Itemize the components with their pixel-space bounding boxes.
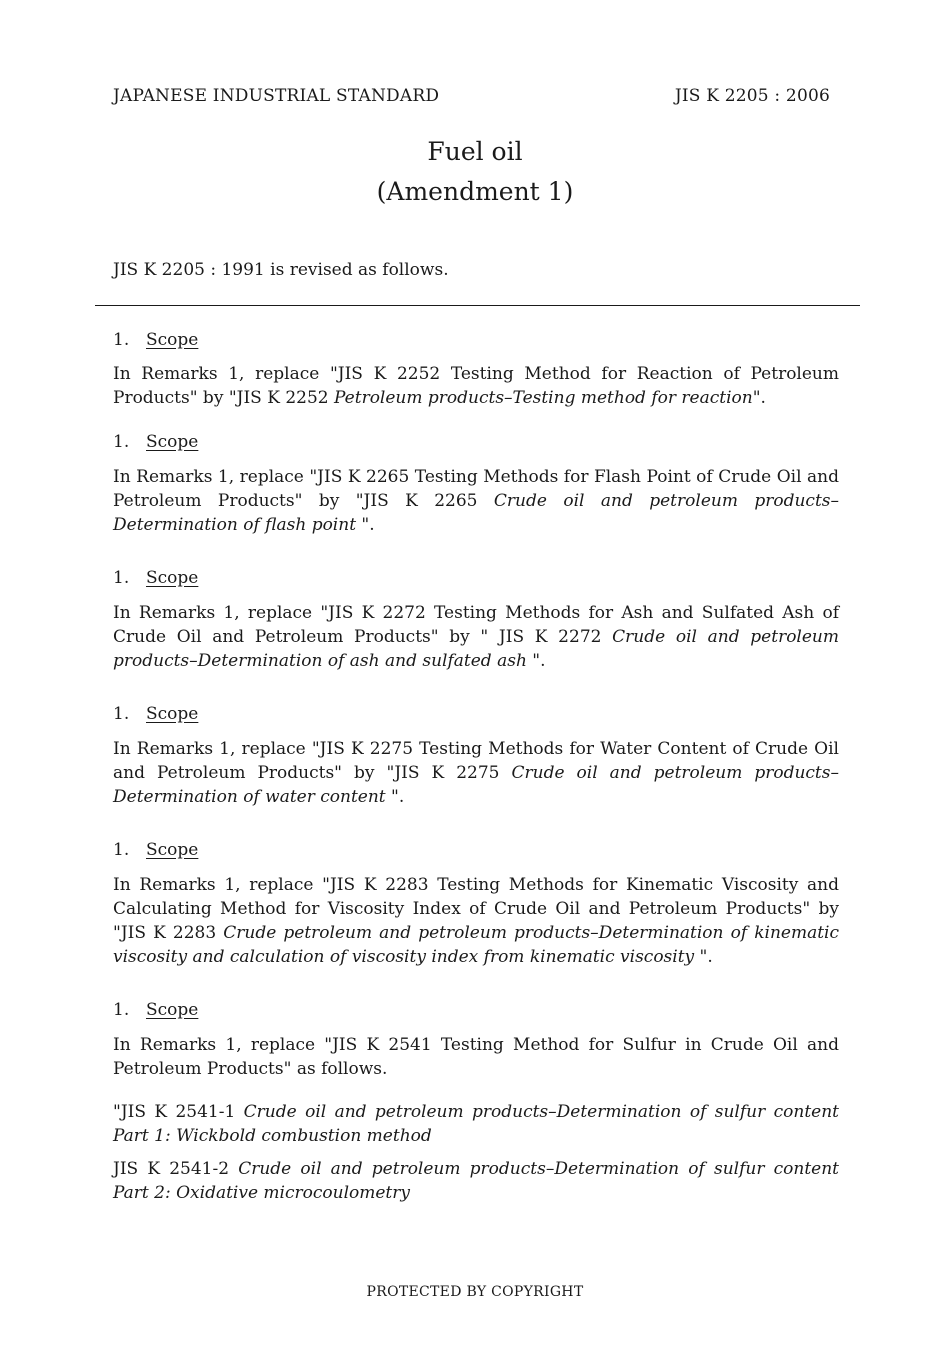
- section-paragraph: [113, 737, 839, 809]
- reference-entry: [113, 1100, 839, 1148]
- document-title: Fuel oil: [427, 137, 523, 166]
- section-paragraph: [113, 873, 839, 969]
- standard-number: "JIS K 2541-1: [113, 1102, 244, 1122]
- paragraph-text: In Remarks 1, replace "JIS K 2272 Testing Methods for Ash and Sulfated Ash of Crude Oil and Petroleum Products" by " JIS K 2272: [113, 603, 839, 647]
- section-heading: [113, 568, 198, 588]
- section-label: Scope: [146, 1000, 199, 1020]
- section-number: 1.: [113, 840, 130, 860]
- divider: [95, 305, 860, 306]
- section-heading: [113, 330, 198, 350]
- section-paragraph: [113, 362, 839, 410]
- standard-title: Crude oil and petroleum products–Determination of water content: [113, 763, 839, 807]
- paragraph-text: In Remarks 1, replace "JIS K 2275 Testing Methods for Water Content of Crude Oil and Petroleum Products" by "JIS K 2275: [113, 739, 839, 783]
- paragraph-text: ".: [694, 947, 713, 967]
- reference-entry: [113, 1157, 839, 1205]
- section-number: 1.: [113, 1000, 130, 1020]
- section-paragraph: [113, 465, 839, 537]
- standard-title: Petroleum products–Testing method for reaction: [334, 388, 753, 408]
- document-subtitle: (Amendment 1): [376, 177, 574, 206]
- paragraph-text: ".: [356, 515, 375, 535]
- section-label: Scope: [146, 840, 199, 860]
- section-paragraph: In Remarks 1, replace "JIS K 2541 Testing Method for Sulfur in Crude Oil and Petroleum Products" as follows.: [113, 1035, 839, 1079]
- paragraph-text: In Remarks 1, replace "JIS K 2252 Testing Method for Reaction of Petroleum Products" by "JIS K 2252: [113, 364, 839, 408]
- standard-number: JIS K 2205 : 2006: [674, 86, 830, 106]
- section-number: 1.: [113, 568, 130, 588]
- section-number: 1.: [113, 704, 130, 724]
- paragraph-text: In Remarks 1, replace "JIS K 2265 Testing Methods for Flash Point of Crude Oil and Petroleum Products" by "JIS K 2265: [113, 467, 839, 511]
- paragraph-text: In Remarks 1, replace "JIS K 2283 Testing Methods for Kinematic Viscosity and Calculating Method for Viscosity Index of Crude Oil and Petroleum Products" by "JIS K 2283: [113, 875, 839, 943]
- section-heading: [113, 1000, 198, 1020]
- section-heading: [113, 432, 198, 452]
- section-number: 1.: [113, 330, 130, 350]
- section-label: Scope: [146, 330, 199, 350]
- standard-title: Crude petroleum and petroleum products–Determination of kinematic viscosity and calculation of viscosity index from kinematic viscosity: [113, 923, 839, 967]
- section-heading: [113, 840, 198, 860]
- standard-title: Crude oil and petroleum products–Determination of sulfur content Part 2: Oxidative microcoulometry: [113, 1159, 839, 1203]
- section-label: Scope: [146, 704, 199, 724]
- paragraph-text: ".: [526, 651, 546, 671]
- standard-title: Crude oil and petroleum products–Determination of flash point: [113, 491, 840, 535]
- section-number: 1.: [113, 432, 130, 452]
- standard-title: Crude oil and petroleum products–Determination of ash and sulfated ash: [113, 627, 840, 671]
- paragraph-text: ".: [385, 787, 405, 807]
- section-label: Scope: [146, 568, 199, 588]
- copyright-footer: PROTECTED BY COPYRIGHT: [366, 1284, 584, 1300]
- standard-header: JAPANESE INDUSTRIAL STANDARD: [113, 86, 440, 106]
- paragraph-text: ".: [752, 388, 766, 408]
- standard-number: JIS K 2541-2: [113, 1159, 239, 1179]
- intro-text: JIS K 2205 : 1991 is revised as follows.: [113, 260, 449, 280]
- section-heading: [113, 704, 198, 724]
- section-label: Scope: [146, 432, 199, 452]
- section-paragraph: [113, 601, 839, 673]
- standard-title: Crude oil and petroleum products–Determination of sulfur content Part 1: Wickbold combustion method: [113, 1102, 839, 1146]
